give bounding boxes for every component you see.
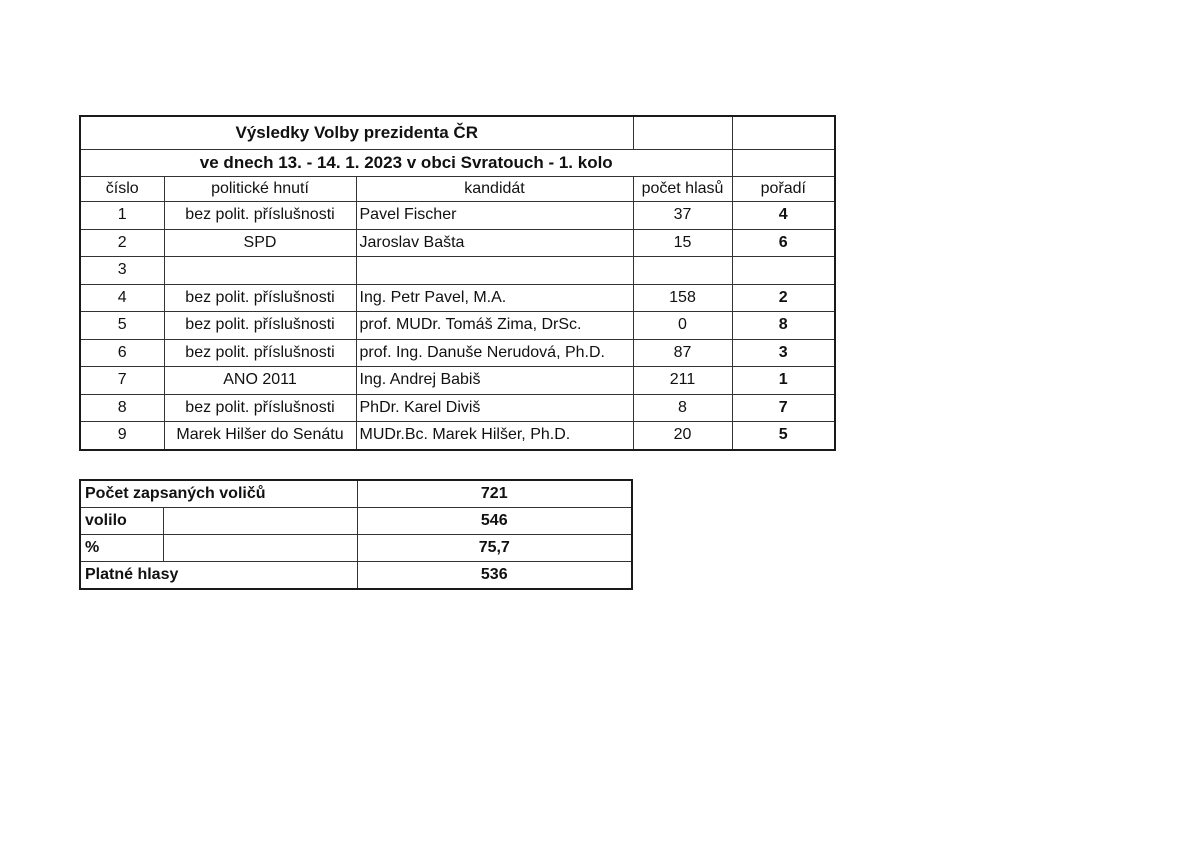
percent-value: 75,7 (357, 535, 632, 562)
col-header-candidate: kandidát (356, 177, 633, 202)
summary-row-voted (80, 508, 632, 535)
cell-votes: 15 (633, 229, 732, 257)
valid-label: Platné hlasy (80, 562, 357, 590)
cell-rank: 4 (732, 202, 835, 230)
table-row (80, 339, 835, 367)
cell-party: Marek Hilšer do Senátu (164, 422, 356, 450)
blank-cell (163, 535, 357, 562)
cell-party: bez polit. příslušnosti (164, 284, 356, 312)
table-row (80, 284, 835, 312)
cell-number: 4 (80, 284, 164, 312)
valid-value: 536 (357, 562, 632, 590)
cell-rank: 1 (732, 367, 835, 395)
registered-value: 721 (357, 480, 632, 508)
cell-rank: 8 (732, 312, 835, 340)
cell-rank: 3 (732, 339, 835, 367)
cell-number: 6 (80, 339, 164, 367)
summary-row-percent (80, 535, 632, 562)
summary-row-registered (80, 480, 632, 508)
cell-rank: 2 (732, 284, 835, 312)
cell-number: 3 (80, 257, 164, 285)
cell-candidate (356, 257, 633, 285)
cell-number: 2 (80, 229, 164, 257)
cell-rank (732, 257, 835, 285)
cell-votes: 211 (633, 367, 732, 395)
cell-party: bez polit. příslušnosti (164, 394, 356, 422)
cell-candidate: prof. MUDr. Tomáš Zima, DrSc. (356, 312, 633, 340)
cell-rank: 7 (732, 394, 835, 422)
col-header-rank: pořadí (732, 177, 835, 202)
cell-party: SPD (164, 229, 356, 257)
summary-row-valid (80, 562, 632, 590)
blank-cell (732, 150, 835, 177)
cell-candidate: Pavel Fischer (356, 202, 633, 230)
table-row (80, 367, 835, 395)
cell-number: 7 (80, 367, 164, 395)
cell-number: 9 (80, 422, 164, 450)
table-subtitle: ve dnech 13. - 14. 1. 2023 v obci Svratouch - 1. kolo (80, 150, 732, 177)
voted-label: volilo (80, 508, 163, 535)
col-header-party: politické hnutí (164, 177, 356, 202)
blank-cell (633, 116, 732, 150)
cell-votes (633, 257, 732, 285)
table-row (80, 257, 835, 285)
subtitle-row (80, 150, 835, 177)
table-row (80, 422, 835, 450)
table-row (80, 202, 835, 230)
cell-candidate: PhDr. Karel Diviš (356, 394, 633, 422)
cell-candidate: prof. Ing. Danuše Nerudová, Ph.D. (356, 339, 633, 367)
blank-cell (163, 508, 357, 535)
cell-votes: 20 (633, 422, 732, 450)
cell-rank: 6 (732, 229, 835, 257)
cell-number: 5 (80, 312, 164, 340)
table-row (80, 312, 835, 340)
table-row (80, 229, 835, 257)
col-header-number: číslo (80, 177, 164, 202)
cell-number: 1 (80, 202, 164, 230)
title-row (80, 116, 835, 150)
cell-party: ANO 2011 (164, 367, 356, 395)
percent-label: % (80, 535, 163, 562)
cell-votes: 0 (633, 312, 732, 340)
cell-votes: 158 (633, 284, 732, 312)
cell-party: bez polit. příslušnosti (164, 339, 356, 367)
table-title: Výsledky Volby prezidenta ČR (80, 116, 633, 150)
registered-label: Počet zapsaných voličů (80, 480, 357, 508)
cell-candidate: Jaroslav Bašta (356, 229, 633, 257)
cell-number: 8 (80, 394, 164, 422)
blank-cell (732, 116, 835, 150)
cell-party (164, 257, 356, 285)
cell-candidate: MUDr.Bc. Marek Hilšer, Ph.D. (356, 422, 633, 450)
table-row (80, 394, 835, 422)
cell-votes: 87 (633, 339, 732, 367)
cell-candidate: Ing. Andrej Babiš (356, 367, 633, 395)
cell-candidate: Ing. Petr Pavel, M.A. (356, 284, 633, 312)
cell-party: bez polit. příslušnosti (164, 312, 356, 340)
cell-rank: 5 (732, 422, 835, 450)
cell-votes: 37 (633, 202, 732, 230)
summary-table (79, 479, 633, 590)
results-table (79, 115, 836, 451)
voted-value: 546 (357, 508, 632, 535)
cell-party: bez polit. příslušnosti (164, 202, 356, 230)
header-row (80, 177, 835, 202)
cell-votes: 8 (633, 394, 732, 422)
col-header-votes: počet hlasů (633, 177, 732, 202)
